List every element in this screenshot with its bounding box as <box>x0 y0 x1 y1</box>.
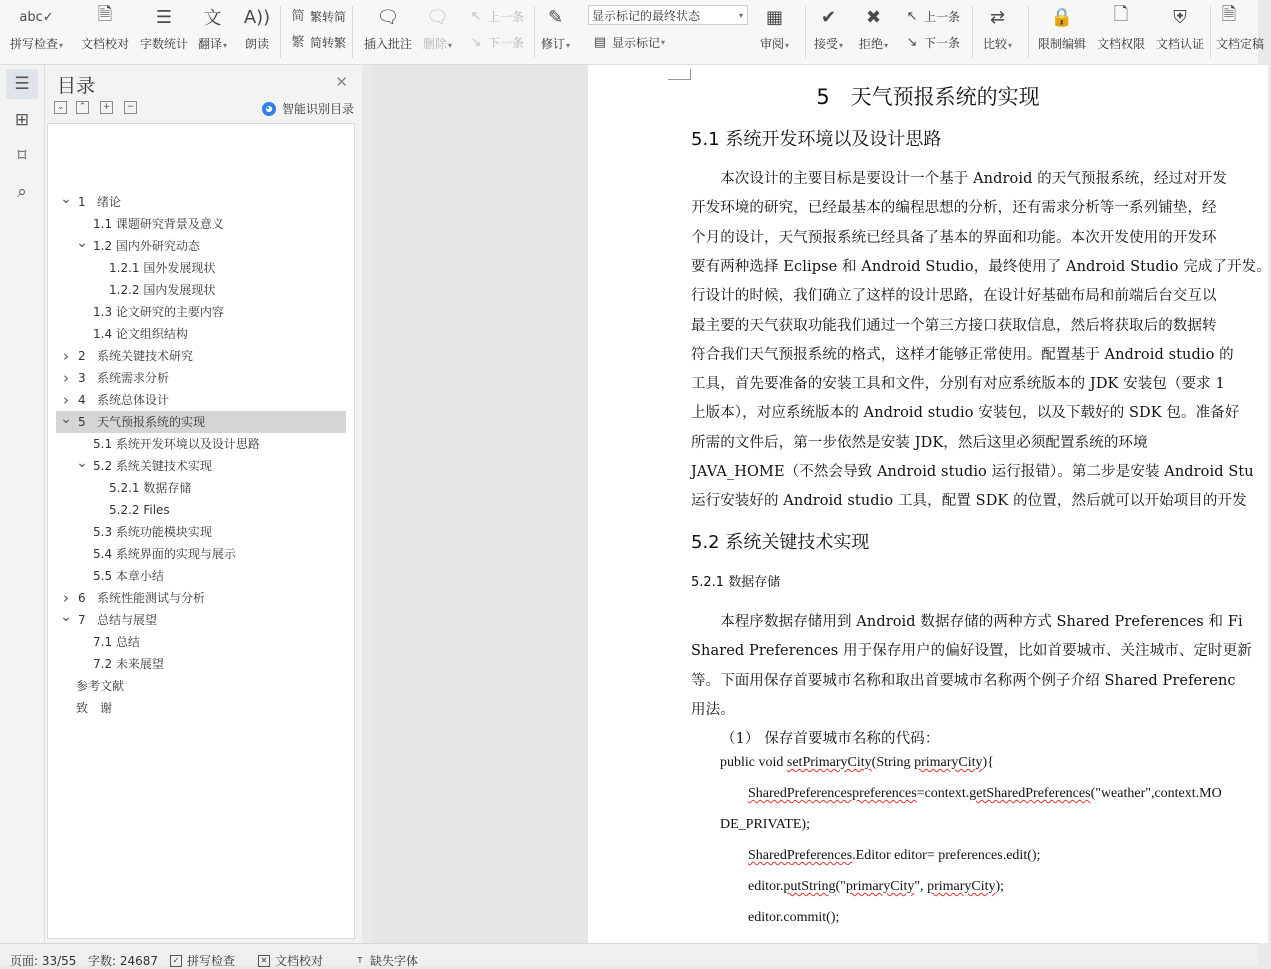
toc-panel <box>45 65 362 943</box>
toc-item-label: 参考文献 <box>76 679 125 693</box>
ribbon-divider <box>352 6 353 58</box>
toc-item[interactable] <box>56 499 346 521</box>
toc-item-label: 系统关键技术研究 <box>97 349 194 363</box>
toc-item[interactable] <box>56 565 346 587</box>
paragraph-line: Shared Preferences 用于保存用户的偏好设置，比如首要城市、关注城市、定时更新 <box>691 643 1252 660</box>
doc-proof-button[interactable] <box>81 4 129 51</box>
chevron-down-icon[interactable]: ⌄ <box>60 411 72 427</box>
review-ribbon <box>0 0 1265 65</box>
toc-panel-icon[interactable]: ☰ <box>6 69 38 99</box>
accept-button[interactable]: ✔ 接受▾ <box>814 4 843 53</box>
insert-comment-button[interactable] <box>364 4 412 51</box>
code-line-6: editor.commit(); <box>748 910 840 925</box>
paragraph-line: 本次设计的主要目标是要设计一个基于 Android 的天气预报系统，经过对开发 <box>691 171 1227 187</box>
doc-permission-icon: 🗋 <box>1113 4 1129 25</box>
doc-cert-button[interactable] <box>1156 4 1204 51</box>
toc-item-number: 1 <box>78 195 86 209</box>
doc-proof-icon: 🗎 <box>97 4 113 25</box>
toc-item-label: 总结与展望 <box>97 613 158 627</box>
toc-item[interactable] <box>56 257 346 279</box>
code-line-1: public void setPrimaryCity(String primaryCity){ <box>720 755 994 770</box>
comment-plus-icon: 🗨 <box>376 6 400 28</box>
toc-item[interactable] <box>56 653 346 675</box>
toc-panel-title: 目录 <box>57 75 96 97</box>
accept-icon: ✔ <box>820 6 837 28</box>
toc-item[interactable] <box>56 411 346 433</box>
read-aloud-icon: A)) <box>243 6 271 28</box>
chevron-right-icon[interactable]: › <box>63 391 69 409</box>
toc-item[interactable] <box>56 697 346 719</box>
toc-item-number: 3 <box>78 371 86 385</box>
status-proof-label: 文档校对 <box>275 954 324 968</box>
next-comment-button[interactable] <box>468 34 524 51</box>
word-count-icon: ☰ <box>155 6 173 28</box>
document-area <box>371 65 1271 943</box>
delete-comment-button[interactable]: 🗨 删除▾ <box>423 4 452 53</box>
toc-item-number: 5 <box>78 415 86 429</box>
toc-item-label: 5.1 系统开发环境以及设计思路 <box>93 437 260 451</box>
ribbon-divider <box>805 6 806 58</box>
restrict-edit-label: 限制编辑 <box>1038 37 1087 51</box>
toc-item[interactable] <box>56 301 346 323</box>
paragraph-line: 行设计的时候，我们确立了这样的设计思路，在设计好基础布局和前端后台交互以 <box>691 288 1217 305</box>
code-line-4: SharedPreferences.Editor editor= preferences.edit(); <box>748 848 1041 863</box>
chevron-down-icon[interactable]: ⌄ <box>76 235 88 251</box>
toc-item[interactable] <box>56 235 346 257</box>
toc-item-number: 7 <box>78 613 86 627</box>
code-line-3: DE_PRIVATE); <box>720 817 810 832</box>
close-icon[interactable]: ✕ <box>335 73 348 91</box>
doc-finalize-label: 文档定稿 <box>1216 37 1265 51</box>
next-change-label: 下一条 <box>924 36 961 50</box>
translate-icon: 文 <box>203 8 222 29</box>
toc-item-label: 5.5 本章小结 <box>93 569 164 583</box>
trad-to-simp-button[interactable] <box>290 8 346 25</box>
toc-item[interactable] <box>56 433 346 455</box>
smart-toc-label: 智能识别目录 <box>281 102 354 116</box>
translate-label: 翻译 <box>198 37 223 51</box>
toc-item-label: 7.1 总结 <box>93 635 140 649</box>
toc-item-number: 6 <box>78 591 86 605</box>
word-count-label: 字数统计 <box>140 37 189 51</box>
toc-item-label: 1.4 论文组织结构 <box>93 327 188 341</box>
spell-check-button[interactable]: abc✓ 拼写检查▾ <box>10 4 63 53</box>
toc-item-label: 1.2 国内外研究动态 <box>93 239 200 253</box>
revise-label: 修订 <box>541 37 566 51</box>
spell-check-label: 拼写检查 <box>10 37 59 51</box>
shield-icon: ⛨ <box>1173 6 1187 28</box>
toc-item-label: 5.2 系统关键技术实现 <box>93 459 212 473</box>
chevron-right-icon[interactable]: › <box>63 369 69 387</box>
paragraph-line: 最主要的天气获取功能我们通过一个第三方接口获取信息，然后将获取后的数据转 <box>691 317 1217 334</box>
paragraph-line: 要有两种选择 Eclipse 和 Android Studio，最终使用了 Android Studio 完成了开发。 <box>691 258 1271 275</box>
toc-item-number: 4 <box>78 393 86 407</box>
toc-item[interactable] <box>56 477 346 499</box>
toc-item[interactable] <box>56 345 346 367</box>
accept-label: 接受 <box>814 37 839 51</box>
toc-item[interactable] <box>56 543 346 565</box>
status-spell-check[interactable] <box>170 952 235 969</box>
display-mode-select[interactable] <box>588 5 748 25</box>
toc-item-label: 1.2.1 国外发展现状 <box>109 261 216 275</box>
add-heading-icon[interactable]: + <box>100 101 113 114</box>
prev-comment-icon: ↖ <box>470 8 482 24</box>
read-aloud-label: 朗读 <box>244 37 269 51</box>
review-icon: ▦ <box>766 6 784 28</box>
paragraph-line: 符合我们天气预报系统的格式，这样才能够正常使用。配置基于 Android studio 的 <box>691 346 1234 363</box>
chevron-down-icon[interactable]: ⌄ <box>60 191 72 207</box>
code-caption: （1） 保存首要城市名称的代码： <box>721 731 940 747</box>
prev-comment-button[interactable] <box>468 8 524 25</box>
toc-item-label: 5.4 系统界面的实现与展示 <box>93 547 236 561</box>
simp-to-trad-icon: 繁 <box>291 34 305 50</box>
toc-item[interactable] <box>56 455 346 477</box>
chevron-right-icon[interactable]: › <box>63 347 69 365</box>
lock-doc-icon: 🔒 <box>1050 6 1074 28</box>
simp-to-trad-button[interactable] <box>290 34 346 51</box>
doc-permission-button[interactable] <box>1097 4 1145 51</box>
next-comment-label: 下一条 <box>488 36 525 50</box>
doc-finalize-button[interactable] <box>1216 4 1264 51</box>
prev-change-icon: ↖ <box>906 8 918 24</box>
side-icon-strip <box>0 65 45 943</box>
collapse-all-icon[interactable]: ⌄ <box>54 101 67 114</box>
simp-to-trad-label: 简转繁 <box>310 36 347 50</box>
toc-item[interactable] <box>56 675 346 697</box>
spell-check-icon: abc✓ <box>19 9 54 25</box>
toc-item-label: 1.3 论文研究的主要内容 <box>93 305 224 319</box>
toc-item[interactable] <box>56 279 346 301</box>
comment-delete-icon: 🗨 <box>426 6 449 28</box>
toc-item[interactable] <box>56 323 346 345</box>
reject-label: 拒绝 <box>859 37 884 51</box>
compare-button[interactable]: ⇄ 比较▾ <box>983 4 1012 53</box>
page-corner-mark <box>668 69 691 80</box>
paragraph-line: 开发环境的研究，已经最基本的编程思想的分析，还有需求分析等一系列铺垫，经 <box>691 200 1217 217</box>
expand-level-icon[interactable]: ⌃ <box>76 101 89 114</box>
doc-cert-label: 文档认证 <box>1156 37 1205 51</box>
chevron-down-icon[interactable]: ⌄ <box>76 455 88 471</box>
toc-item-label: 天气预报系统的实现 <box>97 415 206 429</box>
translate-button[interactable]: 文 翻译▾ <box>198 4 227 53</box>
reject-button[interactable]: ✖ 拒绝▾ <box>859 4 888 53</box>
paragraph-line: 个月的设计，天气预报系统已经具备了基本的界面和功能。本次开发使用的开发环 <box>691 229 1217 246</box>
compare-label: 比较 <box>983 37 1008 51</box>
toc-item-label: 7.2 未来展望 <box>93 657 164 671</box>
search-icon[interactable]: ⌕ <box>17 182 27 202</box>
toc-item-number: 2 <box>78 349 86 363</box>
smart-toc-icon: ◕ <box>262 102 276 116</box>
paragraph-line: 本程序数据存储用到 Android 数据存储的两种方式 Shared Preferences 和 Fi <box>691 614 1243 630</box>
reject-icon: ✖ <box>865 6 882 28</box>
next-comment-icon: ↘ <box>470 34 482 50</box>
toc-item-label: 1.2.2 国内发展现状 <box>109 283 216 297</box>
toc-item-label: 5.3 系统功能模块实现 <box>93 525 212 539</box>
paragraph-line: JAVA_HOME（不然会导致 Android studio 运行报错）。第二步是安装 Android Stu <box>691 464 1254 480</box>
toc-item-label: 绪论 <box>97 195 122 209</box>
prev-change-label: 上一条 <box>924 10 961 24</box>
toc-item-label: 系统总体设计 <box>97 393 170 407</box>
revise-button[interactable]: ✎ 修订▾ <box>541 4 570 53</box>
show-markup-button[interactable]: ▤ 显示标记 ▾ <box>593 34 666 50</box>
toc-item-label: 1.1 课题研究背景及意义 <box>93 217 224 231</box>
proof-icon: ✕ <box>258 955 270 967</box>
toc-item[interactable] <box>56 367 346 389</box>
document-page[interactable] <box>588 65 1271 943</box>
code-line-5: editor.putString("primaryCity", primaryCity); <box>748 879 1005 894</box>
toc-item-label: 系统需求分析 <box>97 371 170 385</box>
status-doc-proof[interactable] <box>258 952 323 969</box>
doc-finalize-icon: 🗎 <box>1221 4 1237 25</box>
status-missing-font-label: 缺失字体 <box>370 954 419 968</box>
ribbon-divider <box>534 6 535 58</box>
toc-item-label: 5.2.1 数据存储 <box>109 481 192 495</box>
prev-comment-label: 上一条 <box>488 10 525 24</box>
review-button[interactable]: ▦ 审阅▾ <box>760 4 789 53</box>
font-icon: T <box>357 955 363 965</box>
delete-label: 删除 <box>423 37 448 51</box>
chevron-down-icon: ▾ <box>738 11 743 20</box>
bookmark-icon[interactable]: ⌑ <box>17 146 27 166</box>
chapter-nav-icon[interactable]: ⊞ <box>14 110 30 130</box>
toc-item[interactable] <box>56 389 346 411</box>
ribbon-divider <box>1028 6 1029 58</box>
next-change-icon: ↘ <box>906 34 918 50</box>
paragraph-line: 工具，首先要准备的安装工具和文件，分别有对应系统版本的 JDK 安装包（要求 1 <box>691 376 1225 393</box>
revise-icon: ✎ <box>547 6 564 28</box>
status-missing-font[interactable] <box>355 952 418 969</box>
next-change-button[interactable] <box>904 34 960 51</box>
paragraph-line: 上版本），对应系统版本的 Android studio 安装包，以及下载好的 SDK 包。准备好 <box>691 405 1240 422</box>
toc-item-label: 致 谢 <box>76 701 113 715</box>
toc-item[interactable] <box>56 191 346 213</box>
chapter-title: 5 天气预报系统的实现 <box>816 85 1040 109</box>
paragraph-line: 所需的文件后，第一步依然是安装 JDK，然后这里必须配置系统的环境 <box>691 434 1148 451</box>
show-markup-label: 显示标记 <box>612 36 661 50</box>
review-label: 审阅 <box>760 37 785 51</box>
insert-comment-label: 插入批注 <box>364 37 413 51</box>
ribbon-divider <box>972 6 973 58</box>
remove-heading-icon[interactable]: − <box>124 101 137 114</box>
paragraph-line: 等。下面用保存首要城市名称和取出首要城市名称两个例子介绍 Shared Preferenc <box>691 672 1236 689</box>
display-mode-value: 显示标记的最终状态 <box>592 9 701 23</box>
show-markup-icon: ▤ <box>593 34 607 50</box>
ribbon-divider <box>1210 6 1211 58</box>
status-spell-label: 拼写检查 <box>187 954 236 968</box>
chevron-right-icon[interactable]: › <box>63 589 69 607</box>
paragraph-line: 用法。 <box>691 701 735 718</box>
smart-toc-button[interactable] <box>262 100 354 117</box>
toc-item[interactable] <box>56 521 346 543</box>
ribbon-divider <box>280 6 281 58</box>
trad-to-simp-label: 繁转简 <box>310 10 347 24</box>
code-line-2: SharedPreferencespreferences=context.getSharedPreferences("weather",context.MO <box>748 786 1222 801</box>
doc-proof-label: 文档校对 <box>81 37 130 51</box>
toc-item-label: 系统性能测试与分析 <box>97 591 206 605</box>
chevron-down-icon[interactable]: ⌄ <box>60 609 72 625</box>
prev-change-button[interactable] <box>904 8 960 25</box>
toc-scrollbar[interactable] <box>363 65 371 943</box>
toc-item[interactable] <box>56 587 346 609</box>
section-heading-5-2: 5.2 系统关键技术实现 <box>691 532 870 553</box>
doc-permission-label: 文档权限 <box>1097 37 1146 51</box>
status-bar <box>0 943 1258 968</box>
toc-item[interactable] <box>56 609 346 631</box>
word-count-button[interactable] <box>140 4 188 51</box>
read-aloud-button[interactable] <box>244 4 270 51</box>
trad-to-simp-icon: 简 <box>291 8 305 24</box>
toc-item[interactable] <box>56 213 346 235</box>
restrict-edit-button[interactable] <box>1038 4 1086 51</box>
paragraph-line: 运行安装好的 Android studio 工具，配置 SDK 的位置，然后就可以开始项目的开发 <box>691 493 1247 510</box>
page-indicator[interactable]: 页面: 33/55 <box>10 954 77 968</box>
checkbox-icon: ✓ <box>170 955 182 967</box>
toc-item-label: 5.2.2 Files <box>109 503 170 517</box>
word-count-indicator[interactable]: 字数: 24687 <box>88 954 159 968</box>
section-heading-5-1: 5.1 系统开发环境以及设计思路 <box>691 129 942 150</box>
toc-tree <box>47 123 355 939</box>
toc-item[interactable] <box>56 631 346 653</box>
compare-icon: ⇄ <box>989 6 1006 28</box>
section-heading-5-2-1: 5.2.1 数据存储 <box>691 575 781 590</box>
